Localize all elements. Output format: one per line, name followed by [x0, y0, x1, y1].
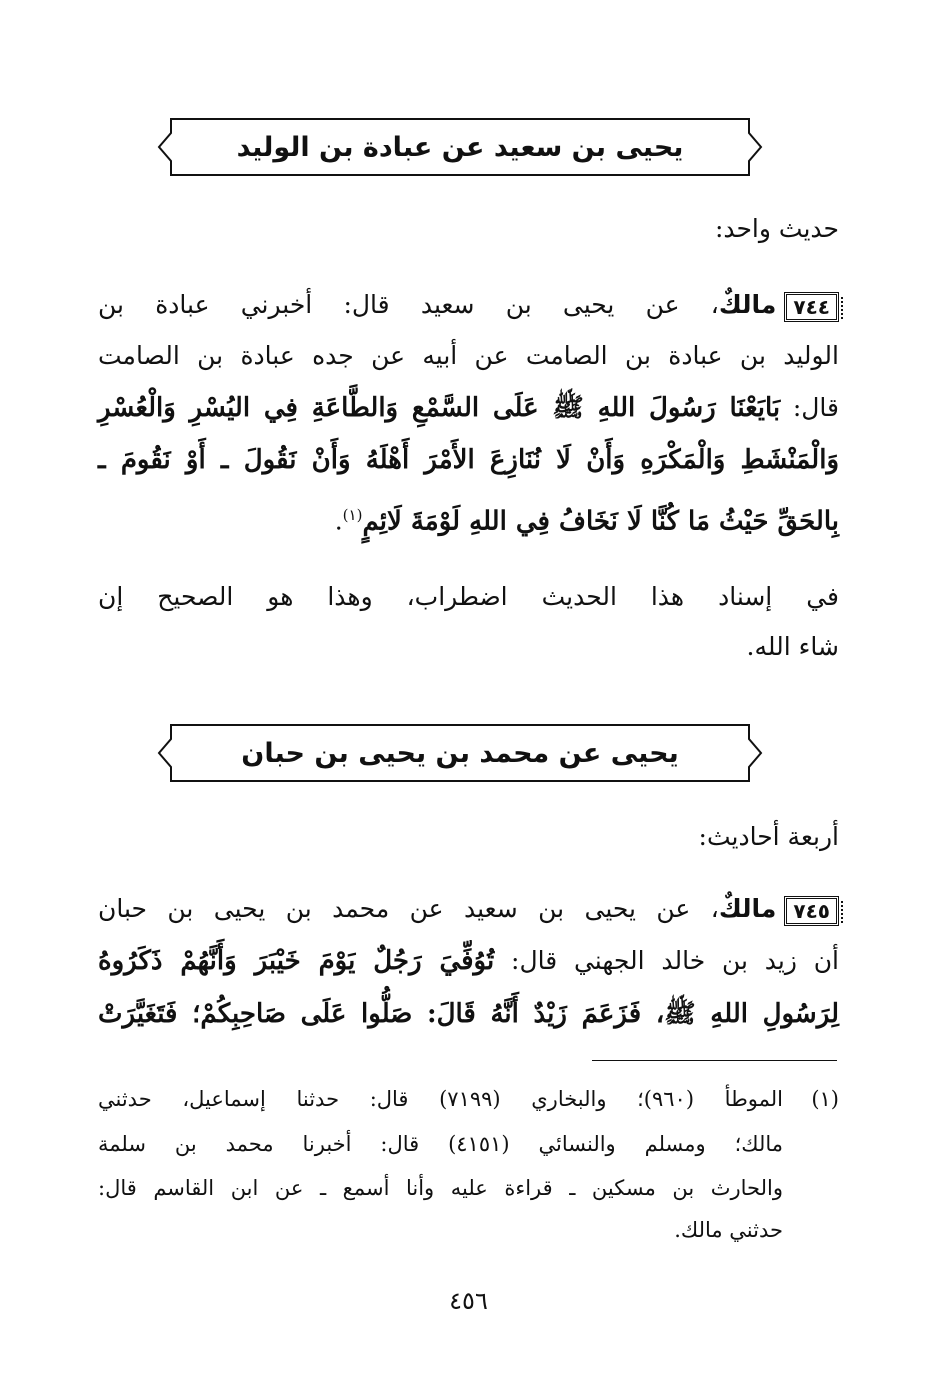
- narrator-name: مالكٌ: [718, 894, 777, 923]
- hadith-matn: بَايَعْنَا رَسُولَ اللهِ ﷺ عَلَى السَّمْعِ وَالطَّاعَةِ فِي اليُسْرِ وَالْعُسْرِ: [98, 393, 781, 423]
- section-heading-box: [157, 723, 763, 783]
- hadith-line: [98, 942, 839, 980]
- footnote-separator: [592, 1060, 837, 1061]
- footnote-line: مالك؛ ومسلم والنسائي (٤١٥١) قال: أخبرنا محمد بن سلمة: [98, 1132, 783, 1156]
- hadith-number-badge: ٧٤٤: [784, 292, 839, 322]
- hadith-matn: بِالحَقِّ حَيْثُ مَا كُنَّا لَا نَخَافُ فِي اللهِ لَوْمَةَ لَائِمٍ: [362, 506, 839, 537]
- hadith-text: قال:: [780, 393, 839, 422]
- footnote-line: حدثني مالك.: [674, 1218, 783, 1242]
- hadith-line: [98, 286, 839, 324]
- section-intro: أربعة أحاديث:: [698, 822, 839, 851]
- hadith-line: [98, 496, 839, 540]
- hadith-matn: تُوُفِّيَ رَجُلٌ يَوْمَ خَيْبَرَ وَأَنَّهُمْ ذَكَرُوهُ: [98, 946, 495, 976]
- footnote-marker: (١): [811, 1087, 839, 1111]
- hadith-matn: فَزَعَمَ زَيْدٌ أَنَّهُ قَالَ: صَلُّوا عَلَى صَاحِبِكُمْ؛ فَتَغَيَّرَتْ: [98, 999, 642, 1029]
- footnote-line: الموطأ (٩٦٠)؛ والبخاري (٧١٩٩) قال: حدثنا إسماعيل، حدثني: [98, 1087, 784, 1111]
- hadith-line: الوليد بن عبادة بن الصامت عن أبيه عن جده عبادة بن الصامت: [98, 341, 839, 370]
- commentary-line: في إسناد هذا الحديث اضطراب، وهذا هو الصحيح إن: [98, 582, 839, 611]
- footnote-line: والحارث بن مسكين ـ قراءة عليه وأنا أسمع ـ عن ابن القاسم قال:: [98, 1176, 783, 1200]
- narrator-name: مالكٌ: [718, 290, 777, 319]
- footnote-reference: (١): [342, 506, 363, 524]
- hadith-matn-line: [98, 995, 839, 1033]
- hadith-number-badge: ٧٤٥: [784, 896, 839, 926]
- section-title: يحيى عن محمد بن يحيى بن حبان: [241, 737, 679, 769]
- commentary-line: شاء الله.: [746, 632, 839, 661]
- hadith-line: [98, 389, 839, 427]
- sentence-end: .: [334, 506, 343, 536]
- hadith-matn: لِرَسُولِ اللهِ ﷺ،: [655, 999, 839, 1029]
- hadith-matn-line: وَالْمَنْشَطِ وَالْمَكْرَهِ وَأَنْ لَا نُنَازِعَ الأَمْرَ أَهْلَهُ وَأَنْ نَقُولَ ـ أَوْ نَقُومَ ـ: [98, 445, 839, 475]
- section-heading-box: [157, 117, 763, 177]
- hadith-text: أن زيد بن خالد الجهني قال:: [494, 946, 839, 975]
- hadith-line: [98, 890, 839, 928]
- hadith-text: ، عن يحيى بن سعيد عن محمد بن يحيى بن حبان: [98, 894, 719, 923]
- page-number: ٤٥٦: [449, 1287, 488, 1315]
- section-title: يحيى بن سعيد عن عبادة بن الوليد: [236, 131, 684, 163]
- section-intro: حديث واحد:: [714, 214, 839, 243]
- hadith-text: ، عن يحيى بن سعيد قال: أخبرني عبادة بن: [98, 290, 719, 319]
